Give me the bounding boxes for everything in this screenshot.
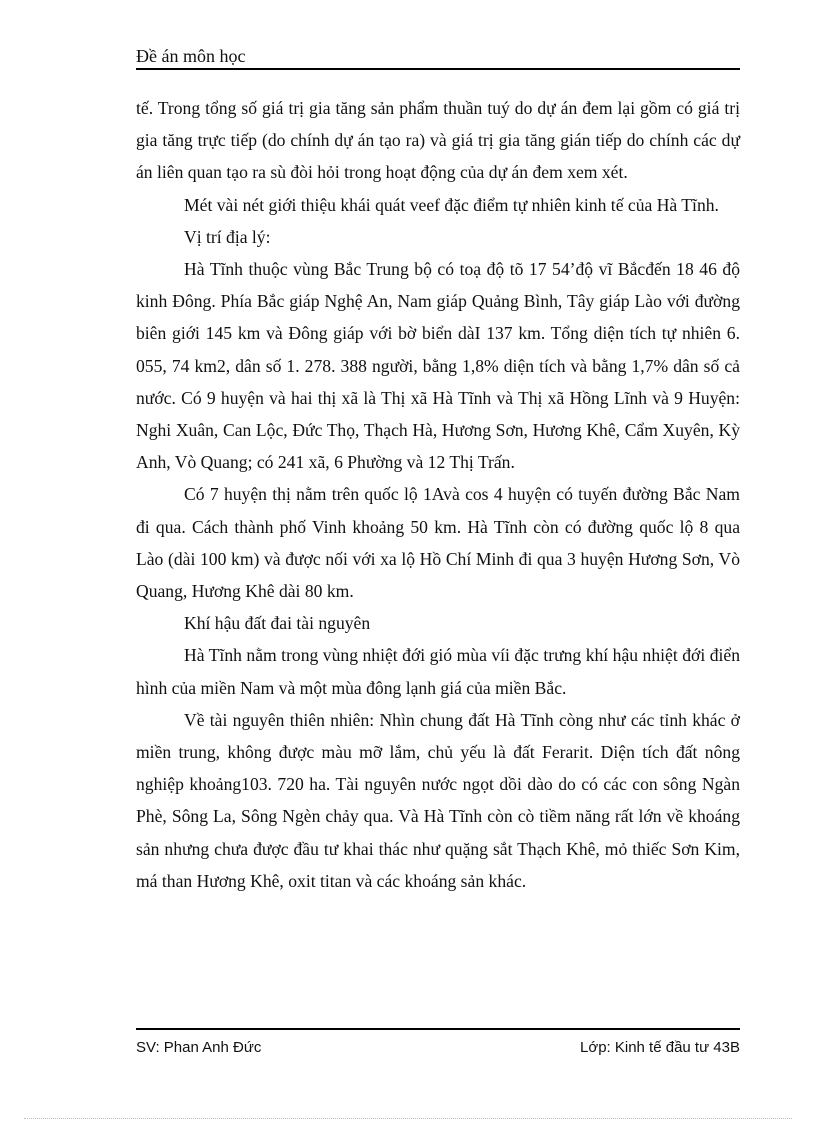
document-title: Đề án môn học bbox=[136, 46, 246, 66]
paragraph: Hà Tĩnh nằm trong vùng nhiệt đới gió mùa víi đặc trưng khí hậu nhiệt đới điển hình của miền Nam và một mùa đông lạnh giá của miền Bắc. bbox=[136, 645, 740, 698]
footer-divider bbox=[136, 1028, 740, 1030]
section-heading: Khí hậu đất đai tài nguyên bbox=[184, 613, 371, 634]
paragraph: tế. Trong tổng số giá trị gia tăng sản phẩm thuần tuý do dự án đem lại gồm có giá trị gia tăng trực tiếp (do chính dự án tạo ra) và giá trị gia tăng gián tiếp do chính các dự án liên quan tạo ra sù đòi hỏi trong hoạt động của dự án đem xem xét. bbox=[136, 98, 740, 183]
page-header bbox=[136, 44, 740, 70]
page-bottom-dotted-border bbox=[24, 1118, 792, 1119]
paragraph: Có 7 huyện thị nằm trên quốc lộ 1Avà cos 4 huyện có tuyến đường Bắc Nam đi qua. Cách thành phố Vinh khoảng 50 km. Hà Tĩnh còn có đường quốc lộ 8 qua Lào (dài 100 km) và được nối với xa lộ Hồ Chí Minh đi qua 3 huyện Hương Sơn, Vò Quang, Hương Khê dài 80 km. bbox=[136, 484, 740, 602]
footer-student-name: SV: Phan Anh Đức bbox=[136, 1039, 262, 1056]
document-body bbox=[136, 92, 740, 897]
paragraph: Mét vài nét giới thiệu khái quát veef đặc điểm tự nhiên kinh tế của Hà Tĩnh. bbox=[184, 194, 719, 215]
paragraph: Về tài nguyên thiên nhiên: Nhìn chung đất Hà Tĩnh còng như các tỉnh khác ở miền trung, không được màu mỡ lắm, chủ yếu là đất Ferarit. Diện tích đất nông nghiệp khoảng103. 720 ha. Tài nguyên nước ngọt dồi dào do có các con sông Ngàn Phè, Sông La, Sông Ngèn chảy qua. Và Hà Tĩnh còn cò tiềm năng rất lớn về khoáng sản nhưng chưa được đầu tư khai thác như quặng sắt Thạch Khê, mỏ thiếc Sơn Kim, má than Hương Khê, oxit titan và các khoáng sản khác. bbox=[136, 709, 740, 891]
footer-class-name: Lớp: Kinh tế đầu tư 43B bbox=[580, 1039, 740, 1056]
section-heading: Vị trí địa lý: bbox=[184, 226, 271, 247]
paragraph: Hà Tĩnh thuộc vùng Bắc Trung bộ có toạ độ tõ 17 54’độ vĩ Bắcđến 18 46 độ kinh Đông. Phía Bắc giáp Nghệ An, Nam giáp Quảng Bình, Tây giáp Lào với đường biên giới 145 km và Đông giáp với bờ biển dàI 137 km. Tổng diện tích tự nhiên 6. 055, 74 km2, dân số 1. 278. 388 người, bằng 1,8% diện tích và bằng 1,7% dân số cả nước. Có 9 huyện và hai thị xã là Thị xã Hà Tĩnh và Thị xã Hồng Lĩnh và 9 Huyện: Nghi Xuân, Can Lộc, Đức Thọ, Thạch Hà, Hương Sơn, Hương Khê, Cẩm Xuyên, Kỳ Anh, Vò Quang; có 241 xã, 6 Phường và 12 Thị Trấn. bbox=[136, 259, 740, 473]
